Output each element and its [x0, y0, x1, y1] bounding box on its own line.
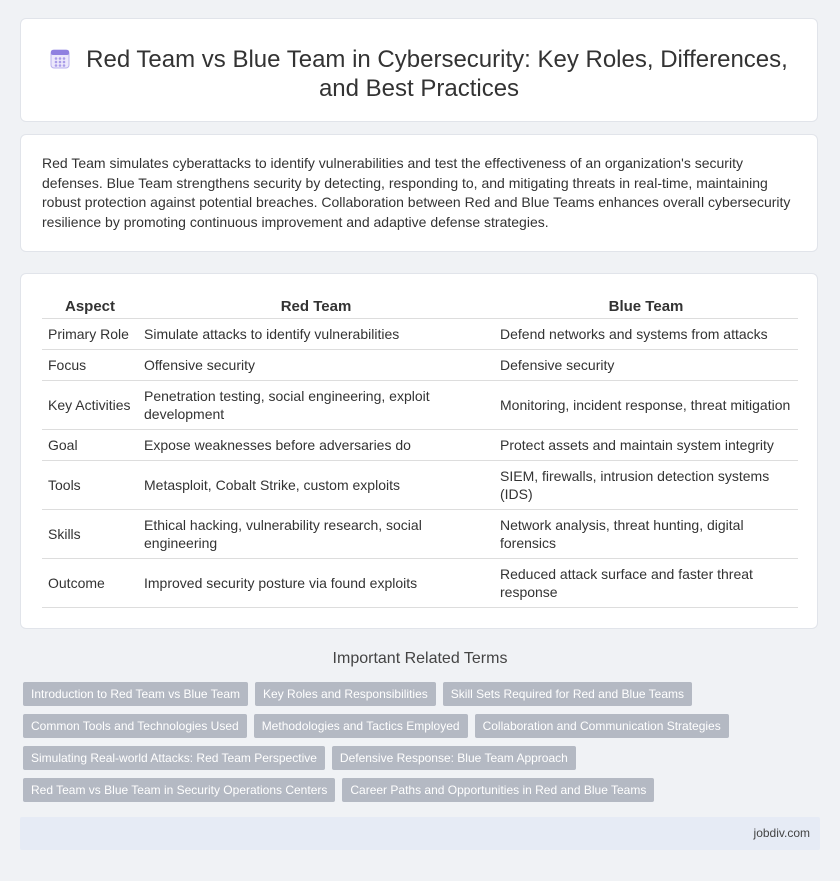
comparison-table: [42, 294, 798, 608]
tag-row: [23, 778, 803, 802]
header-red-team: Red Team: [138, 294, 494, 319]
page-title: [21, 45, 817, 103]
related-terms-title: Important Related Terms: [332, 650, 508, 667]
tag-row: [23, 714, 803, 738]
related-tag[interactable]: Methodologies and Tactics Employed: [254, 714, 468, 738]
related-tag[interactable]: Key Roles and Responsibilities: [255, 682, 436, 706]
intro-text: Red Team simulates cyberattacks to identify vulnerabilities and test the effectiveness of an organization's security defenses. Blue Team strengthens security by detecting, responding to, and mitigating threats in real-time, maintaining robust protection against potential breaches. Collaboration between Red and Blue Teams enhances overall cybersecurity resilience by promoting continuous improvement and adaptive defense strategies.: [42, 155, 791, 230]
table-row: [42, 319, 798, 350]
tag-row: [23, 682, 803, 706]
header-blue-team: Blue Team: [494, 294, 798, 319]
cell-blue: Monitoring, incident response, threat mitigation: [494, 381, 798, 430]
comparison-card: [20, 273, 818, 629]
cell-aspect: Tools: [42, 461, 138, 510]
related-tag[interactable]: Common Tools and Technologies Used: [23, 714, 247, 738]
cell-blue: Reduced attack surface and faster threat response: [494, 559, 798, 608]
table-header-row: [42, 294, 798, 319]
intro-card: [20, 134, 818, 252]
table-row: [42, 350, 798, 381]
cell-red: Ethical hacking, vulnerability research, social engineering: [138, 510, 494, 559]
table-row: [42, 510, 798, 559]
cell-red: Simulate attacks to identify vulnerabilities: [138, 319, 494, 350]
footer: [20, 817, 820, 850]
related-tag[interactable]: Red Team vs Blue Team in Security Operations Centers: [23, 778, 335, 802]
cell-red: Metasploit, Cobalt Strike, custom exploits: [138, 461, 494, 510]
tag-row: [23, 746, 803, 770]
cell-red: Improved security posture via found exploits: [138, 559, 494, 608]
related-tag[interactable]: Defensive Response: Blue Team Approach: [332, 746, 576, 770]
table-row: [42, 559, 798, 608]
cell-aspect: Skills: [42, 510, 138, 559]
calendar-grid-icon: [50, 47, 70, 69]
footer-site-link[interactable]: jobdiv.com: [753, 826, 810, 840]
related-tag[interactable]: Career Paths and Opportunities in Red and Blue Teams: [342, 778, 654, 802]
cell-red: Expose weaknesses before adversaries do: [138, 430, 494, 461]
cell-aspect: Goal: [42, 430, 138, 461]
cell-aspect: Key Activities: [42, 381, 138, 430]
cell-blue: Network analysis, threat hunting, digital forensics: [494, 510, 798, 559]
related-tag[interactable]: Introduction to Red Team vs Blue Team: [23, 682, 248, 706]
title-line-1: Red Team vs Blue Team in Cybersecurity: Key Roles, Differences,: [86, 46, 788, 73]
cell-blue: Protect assets and maintain system integrity: [494, 430, 798, 461]
related-tag[interactable]: Skill Sets Required for Red and Blue Teams: [443, 682, 692, 706]
cell-blue: Defensive security: [494, 350, 798, 381]
related-terms-tags: [23, 682, 803, 810]
cell-red: Penetration testing, social engineering, exploit development: [138, 381, 494, 430]
related-tag[interactable]: Collaboration and Communication Strategies: [475, 714, 729, 738]
cell-aspect: Focus: [42, 350, 138, 381]
table-row: [42, 381, 798, 430]
cell-red: Offensive security: [138, 350, 494, 381]
cell-aspect: Primary Role: [42, 319, 138, 350]
title-line-2: and Best Practices: [318, 75, 520, 102]
cell-blue: SIEM, firewalls, intrusion detection systems (IDS): [494, 461, 798, 510]
table-row: [42, 430, 798, 461]
related-tag[interactable]: Simulating Real-world Attacks: Red Team Perspective: [23, 746, 325, 770]
header-aspect: Aspect: [42, 294, 138, 319]
cell-blue: Defend networks and systems from attacks: [494, 319, 798, 350]
cell-aspect: Outcome: [42, 559, 138, 608]
table-row: [42, 461, 798, 510]
title-card: [20, 18, 818, 122]
